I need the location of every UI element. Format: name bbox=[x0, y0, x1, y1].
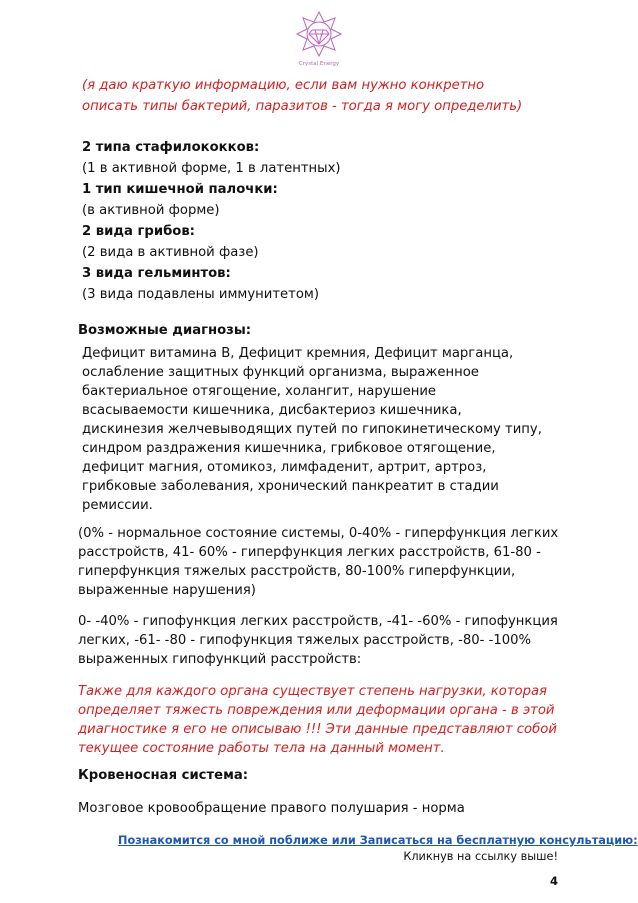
finding-helminths-detail: (3 вида подавлены иммунитетом) bbox=[82, 287, 319, 302]
diagnosis-line: бактериальное отягощение, холангит, нарушение bbox=[82, 384, 437, 399]
footer-note: Кликнув на ссылку выше! bbox=[403, 850, 558, 863]
diagnosis-line: дефицит магния, отомикоз, лимфаденит, артрит, артроз, bbox=[82, 460, 487, 475]
scale-hyper-line: гиперфункция тяжелых расстройств, 80-100% гиперфункции, bbox=[78, 564, 516, 579]
blood-line: Мозговое кровообращение правого полушария - норма bbox=[78, 801, 465, 816]
logo-text: Crystal Energy bbox=[298, 61, 340, 67]
finding-fungi: 2 вида грибов: bbox=[82, 224, 195, 239]
note-line: определяет тяжесть повреждения или деформации органа - в этой bbox=[78, 703, 555, 718]
diagnosis-line: всасываемости кишечника, дисбактериоз кишечника, bbox=[82, 403, 462, 418]
diagnosis-line: ремиссии. bbox=[82, 498, 153, 513]
diagnoses-heading: Возможные диагнозы: bbox=[78, 323, 252, 338]
finding-helminths: 3 вида гельминтов: bbox=[82, 266, 231, 281]
blood-heading: Кровеносная система: bbox=[78, 768, 249, 783]
diagnosis-line: дискинезия желчевыводящих путей по гипокинетическому типу, bbox=[82, 422, 542, 437]
scale-hyper-line: (0% - нормальное состояние системы, 0-40% - гиперфункция легких bbox=[78, 526, 559, 541]
scale-hypo-line: 0- -40% - гипофункция легких расстройств, -41- -60% - гипофункция bbox=[78, 614, 558, 629]
intro-line-2: описать типы бактерий, паразитов - тогда я могу определить) bbox=[82, 99, 523, 114]
finding-staph: 2 типа стафилококков: bbox=[82, 140, 260, 155]
diagnosis-line: ослабление защитных функций организма, выраженное bbox=[82, 365, 479, 380]
finding-ecoli: 1 тип кишечной палочки: bbox=[82, 182, 278, 197]
crystal-energy-logo bbox=[291, 6, 347, 66]
finding-staph-detail: (1 в активной форме, 1 в латентных) bbox=[82, 161, 341, 176]
page-number: 4 bbox=[549, 874, 558, 888]
diagnosis-line: синдром раздражения кишечника, грибковое отягощение, bbox=[82, 441, 496, 456]
scale-hyper-line: расстройств, 41- 60% - гиперфункция легких расстройств, 61-80 - bbox=[78, 545, 541, 560]
finding-fungi-detail: (2 вида в активной фазе) bbox=[82, 245, 259, 260]
note-line: текущее состояние работы тела на данный момент. bbox=[78, 741, 445, 756]
scale-hypo-line: легких, -61- -80 - гипофункция тяжелых расстройств, -80- -100% bbox=[78, 633, 532, 648]
intro-line-1: (я даю краткую информацию, если вам нужно конкретно bbox=[82, 78, 485, 93]
finding-ecoli-detail: (в активной форме) bbox=[82, 203, 220, 218]
note-line: Также для каждого органа существует степень нагрузки, которая bbox=[78, 684, 547, 699]
scale-hyper-line: выраженные нарушения) bbox=[78, 583, 256, 598]
diagnosis-line: Дефицит витамина B, Дефицит кремния, Дефицит марганца, bbox=[82, 346, 514, 361]
consultation-link[interactable]: Познакомится со мной поближе или Записаться на бесплатную консультацию: bbox=[118, 834, 638, 847]
diagnosis-line: грибковые заболевания, хронический панкреатит в стадии bbox=[82, 479, 499, 494]
note-line: диагностике я его не описываю !!! Эти данные представляют собой bbox=[78, 722, 557, 737]
scale-hypo-line: выраженных гипофункций расстройств: bbox=[78, 652, 362, 667]
